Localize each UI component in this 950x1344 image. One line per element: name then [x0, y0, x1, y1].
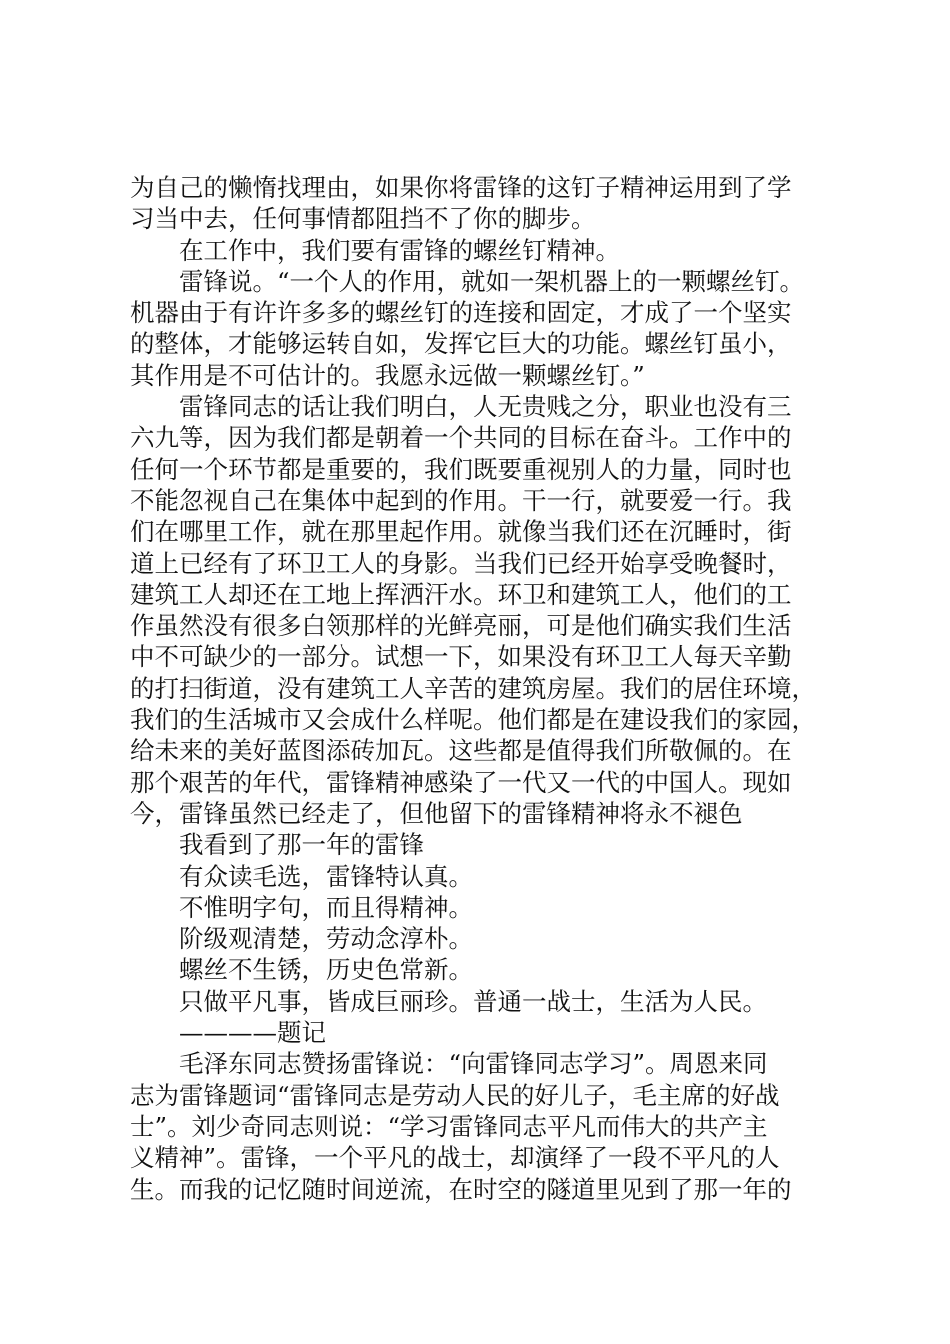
- document-page: [130, 172, 830, 1205]
- verse-line: 阶级观清楚，劳动念淳朴。: [179, 924, 473, 954]
- text-line: 士”。刘少奇同志则说：“学习雷锋同志平凡而伟大的共产主: [130, 1111, 768, 1141]
- paragraph-4: [130, 391, 830, 829]
- text-line: 习当中去，任何事情都阻挡不了你的脚步。: [130, 204, 596, 234]
- paragraph-3: [130, 266, 830, 391]
- text-line: 不能忽视自己在集体中起到的作用。干一行，就要爱一行。我: [130, 485, 792, 515]
- paragraph-closing: [130, 1048, 830, 1204]
- verse-line: 有众读毛选，雷锋特认真。: [179, 861, 473, 891]
- text-line: 道上已经有了环卫工人的身影。当我们已经开始享受晚餐时，: [130, 548, 792, 578]
- verse-line: 不惟明字句，而且得精神。: [179, 892, 473, 922]
- verse-line: 我看到了那一年的雷锋: [179, 830, 424, 860]
- text-line: 为自己的懒惰找理由，如果你将雷锋的这钉子精神运用到了学: [130, 173, 792, 202]
- text-line: 雷锋同志的话让我们明白，人无贵贱之分，职业也没有三: [179, 392, 792, 422]
- text-line: 的整体，才能够运转自如，发挥它巨大的功能。螺丝钉虽小，: [130, 329, 792, 359]
- text-line: 义精神”。雷锋，一个平凡的战士，却演绎了一段不平凡的人: [130, 1143, 780, 1173]
- text-line: 生。而我的记忆随时间逆流，在时空的隧道里见到了那一年的: [130, 1174, 792, 1204]
- text-line: 六九等，因为我们都是朝着一个共同的目标在奋斗。工作中的: [130, 423, 792, 453]
- text-line: 毛泽东同志赞扬雷锋说：“向雷锋同志学习”。周恩来同: [179, 1049, 768, 1079]
- text-line: 任何一个环节都是重要的，我们既要重视别人的力量，同时也: [130, 454, 792, 484]
- text-line: 机器由于有许许多多的螺丝钉的连接和固定，才成了一个坚实: [130, 298, 792, 328]
- text-line: 的打扫街道，没有建筑工人辛苦的建筑房屋。我们的居住环境，: [130, 673, 816, 703]
- text-line: 志为雷锋题词“雷锋同志是劳动人民的好儿子，毛主席的好战: [130, 1080, 780, 1110]
- verse-line: 螺丝不生锈，历史色常新。: [179, 955, 473, 985]
- text-line: 在工作中，我们要有雷锋的螺丝钉精神。: [179, 235, 620, 265]
- text-line: 其作用是不可估计的。我愿永远做一颗螺丝钉。”: [130, 360, 645, 390]
- text-line: 那个艰苦的年代，雷锋精神感染了一代又一代的中国人。现如: [130, 767, 792, 797]
- text-line: 我们的生活城市又会成什么样呢。他们都是在建设我们的家园，: [130, 705, 816, 735]
- text-line: 给未来的美好蓝图添砖加瓦。这些都是值得我们所敬佩的。在: [130, 736, 792, 766]
- text-line: 雷锋说。“一个人的作用，就如一架机器上的一颗螺丝钉。: [179, 266, 805, 296]
- inscription-label: ————题记: [179, 1018, 326, 1048]
- paragraph-2: [130, 235, 830, 266]
- paragraph-1: [130, 172, 830, 235]
- text-line: 们在哪里工作，就在那里起作用。就像当我们还在沉睡时，街: [130, 517, 792, 547]
- text-line: 建筑工人却还在工地上挥洒汗水。环卫和建筑工人，他们的工: [130, 579, 792, 609]
- text-line: 今，雷锋虽然已经走了，但他留下的雷锋精神将永不褪色: [130, 798, 743, 828]
- verse-line: 只做平凡事，皆成巨丽珍。普通一战士，生活为人民。: [179, 986, 767, 1016]
- text-line: 中不可缺少的一部分。试想一下，如果没有环卫工人每天辛勤: [130, 642, 792, 672]
- text-line: 作虽然没有很多白领那样的光鲜亮丽，可是他们确实我们生活: [130, 611, 792, 641]
